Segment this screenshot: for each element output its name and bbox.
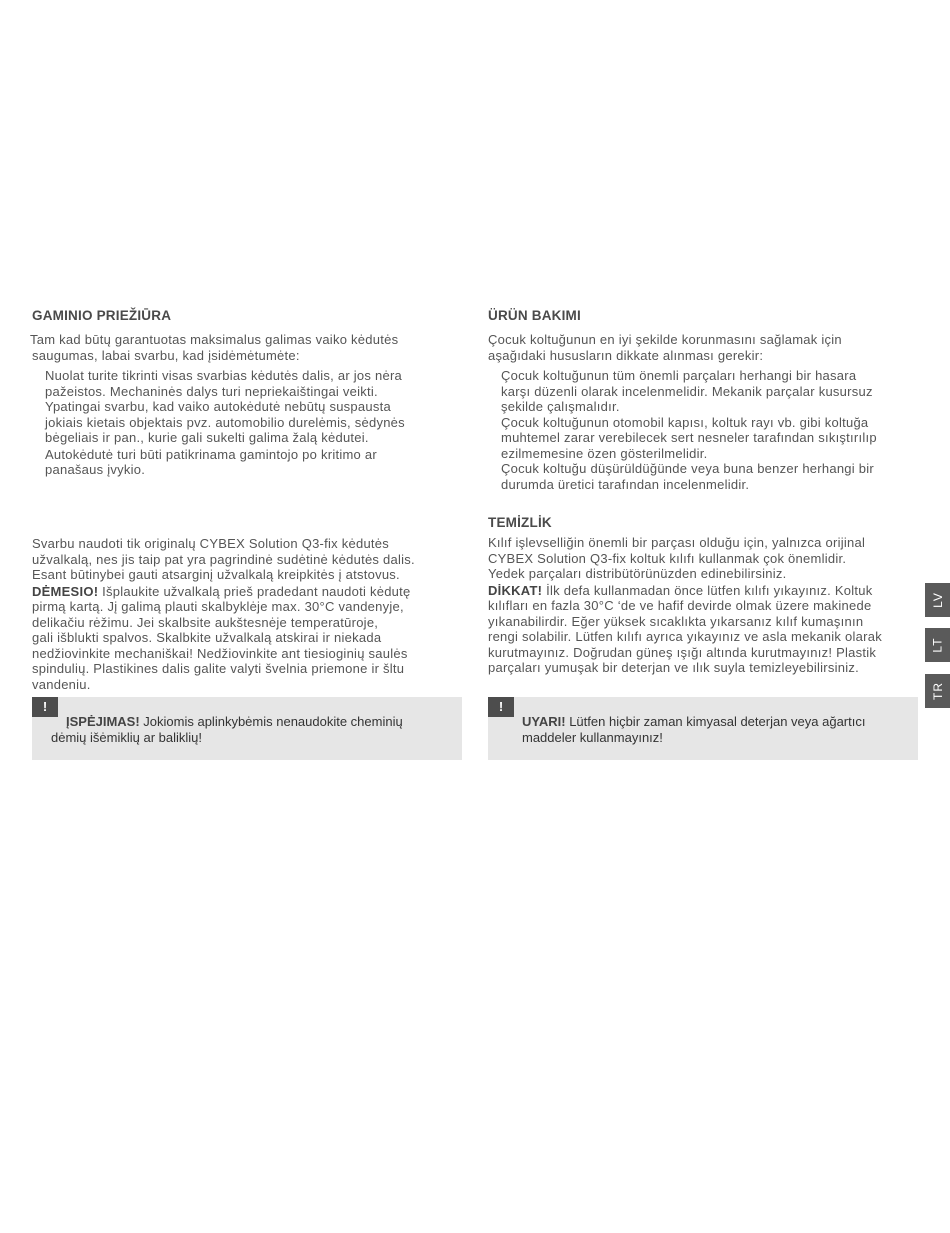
list-item-line: Çocuk koltuğu düşürüldüğünde veya buna benzer herhangi bir [501, 461, 874, 476]
language-tab-label: LT [930, 637, 945, 653]
right-attention-line: rengi solabilir. Lütfen kılıfı ayrıca yıkayınız ve asla mekanik olarak [488, 629, 882, 644]
right-care-intro-line: aşağıdaki hususların dikkate alınması gerekir: [488, 347, 764, 363]
right-care-list [488, 368, 918, 492]
language-tab-tr[interactable] [925, 674, 950, 708]
left-care-section [32, 308, 462, 478]
list-item-line: Çocuk koltuğunun tüm önemli parçaları herhangi bir hasara [501, 368, 857, 383]
right-care-intro-line: Çocuk koltuğunun en iyi şekilde korunmasını sağlamak için [488, 332, 842, 347]
right-cleaning-section [488, 515, 918, 676]
left-attention-line: gali išblukti spalvos. Skalbkite užvalkalą atskirai ir niekada [32, 630, 382, 645]
right-attention-line: parçaları yumuşak bir deterjan ve ılık suyla temizleyebilirsiniz. [488, 660, 859, 675]
right-warning-line: maddeler kullanmayınız! [522, 729, 663, 745]
list-item-line: muhtemel zarar verebilecek sert nesneler tarafından sıkıştırılıp [501, 430, 877, 445]
left-attention-line: vandeniu. [32, 676, 91, 692]
right-warning-text [522, 714, 898, 745]
list-item-line: durumda üretici tarafından incelenmelidir. [501, 476, 750, 492]
left-cleaning-line: Esant būtinybei gauti atsarginį užvalkalą kreipkitės į atstovus. [32, 567, 400, 582]
list-item-line: Nuolat turite tikrinti visas svarbias kėdutės dalis, ar jos nėra [45, 368, 403, 383]
left-attention-line: nedžiovinkite mechaniškai! Nedžiovinkite ant tiesioginių saulės [32, 645, 408, 661]
list-item-line: Autokėdutė turi būti patikrinama gamintojo po kritimo ar [45, 446, 377, 462]
left-cleaning-section [32, 536, 462, 692]
right-care-section [488, 308, 918, 492]
right-attention-line: kurutmayınız. Doğrudan güneş ışığı altında kurutmayınız! Plastik [488, 644, 877, 660]
right-care-heading: ÜRÜN BAKIMI [488, 308, 581, 323]
right-cleaning-line: Kılıf işlevselliğin önemli bir parçası olduğu için, yalnızca orijinal [488, 535, 866, 550]
right-cleaning-heading: TEMİZLİK [488, 515, 552, 530]
left-warning-line: dėmių išėmiklių ar baliklių! [51, 729, 202, 745]
list-item-line: pažeistos. Mechaninės dalys turi nepriekaištingai veikti. [45, 383, 378, 399]
left-warning-box [32, 697, 462, 760]
language-tab-label: LV [930, 592, 945, 608]
right-attention-line: İlk defa kullanmadan önce lütfen kılıfı yıkayınız. Koltuk [542, 582, 873, 598]
language-tab-label: TR [930, 682, 945, 700]
left-attention-paragraph [32, 584, 462, 600]
right-attention-line: kılıfları en fazla 30°C ‘de ve hafif devirde olmak üzere makinede [488, 598, 872, 613]
right-attention-label: DİKKAT! [488, 582, 543, 598]
list-item-line: karşı düzenli olarak incelenmelidir. Mekanik parçalar kusursuz [501, 383, 873, 399]
left-care-intro-line: saugumas, labai svarbu, kad įsidėmėtumėte: [32, 347, 300, 363]
left-attention-line: Išplaukite užvalkalą prieš pradedant naudoti kėdutę [98, 583, 411, 599]
warning-icon: ! [32, 697, 58, 717]
left-attention-line: pirmą kartą. Jį galimą plauti skalbyklėje max. 30°C vandenyje, [32, 599, 404, 614]
left-attention-label: DĖMESIO! [32, 583, 99, 599]
left-attention-line: delikačiu rėžimu. Jei skalbsite aukštesnėje temperatūroje, [32, 614, 379, 630]
language-tab-lv[interactable] [925, 583, 950, 617]
right-cleaning-line: CYBEX Solution Q3-fix koltuk kılıfı kullanmak çok önemlidir. [488, 550, 847, 566]
left-warning-line: Jokiomis aplinkybėmis nenaudokite cheminių [139, 714, 403, 729]
right-warning-label: UYARI! [522, 714, 566, 729]
left-warning-text [51, 714, 442, 745]
language-tab-lt[interactable] [925, 628, 950, 662]
list-item-line: Ypatingai svarbu, kad vaiko autokėdutė nebūtų suspausta [45, 399, 391, 414]
left-attention-line: spindulių. Plastikines dalis galite valyti švelnia priemone ir šltu [32, 661, 405, 676]
right-cleaning-line: Yedek parçaları distribütörünüzden edinebilirsiniz. [488, 566, 787, 581]
list-item-line: bėgeliais ir pan., kurie gali sukelti galima žalą kėdutei. [45, 430, 369, 445]
list-item-line: şekilde çalışmalıdır. [501, 399, 620, 414]
left-care-intro-line: Tam kad būtų garantuotas maksimalus galimas vaiko kėdutės [30, 332, 399, 347]
left-cleaning-line: Svarbu naudoti tik originalų CYBEX Solution Q3-fix kėdutės [32, 536, 390, 551]
left-care-list [32, 368, 462, 478]
right-warning-line: Lütfen hiçbir zaman kimyasal deterjan veya ağartıcı [565, 714, 866, 729]
right-attention-paragraph [488, 583, 918, 599]
right-warning-box [488, 697, 918, 760]
warning-icon: ! [488, 697, 514, 717]
right-attention-line: yıkanabilirdir. Eğer yüksek sıcaklıkta yıkarsanız kılıf kumaşının [488, 613, 864, 629]
list-item-line: jokiais kietais objektais pvz. automobilio durelėmis, sėdynės [45, 414, 405, 430]
list-item-line: ezilmemesine özen gösterilmelidir. [501, 445, 708, 461]
list-item-line: panašaus įvykio. [45, 462, 146, 477]
left-cleaning-line: užvalkalą, nes jis taip pat yra pagrindinė sudėtinė kėdutės dalis. [32, 551, 415, 567]
left-care-heading: GAMINIO PRIEŽIŪRA [32, 308, 172, 323]
left-warning-label: ĮSPĖJIMAS! [66, 714, 140, 729]
list-item-line: Çocuk koltuğunun otomobil kapısı, koltuk rayı vb. gibi koltuğa [501, 414, 869, 430]
